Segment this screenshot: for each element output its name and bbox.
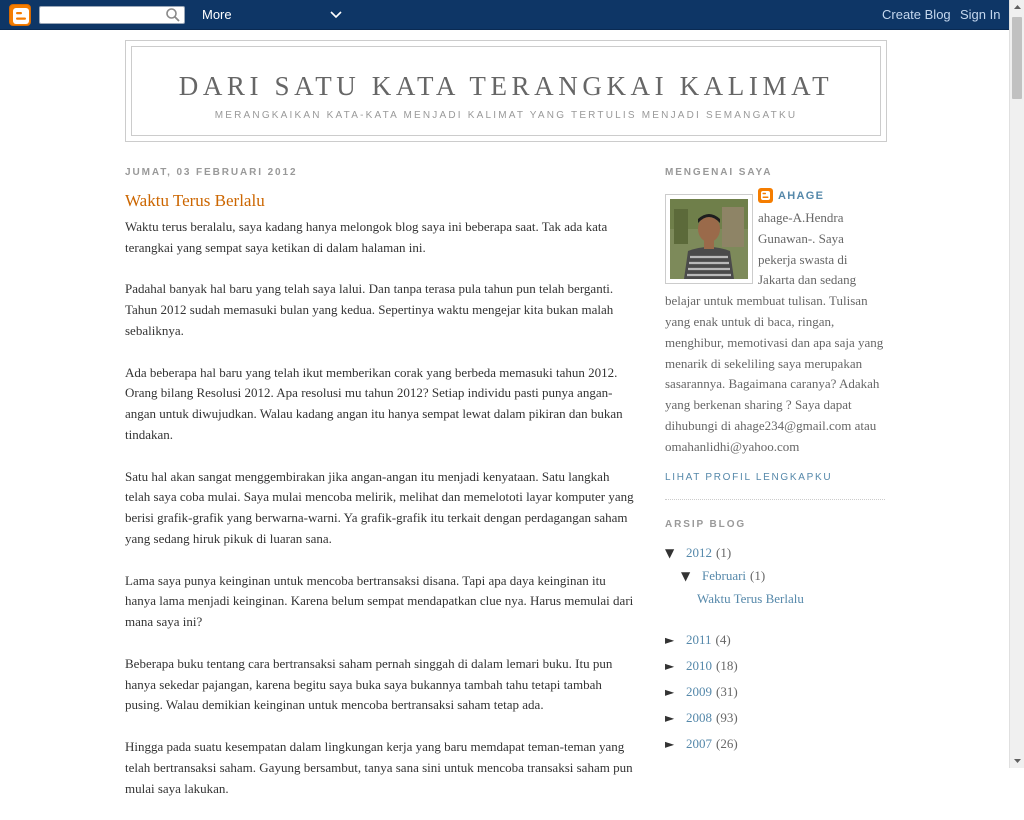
blog-description: MERANGKAIKAN KATA-KATA MENJADI KALIMAT YANG TERTULIS MENJADI SEMANGATKU [214,110,798,121]
archive-year-link[interactable]: 2011 [686,631,712,647]
expand-toggle-icon[interactable]: ► [665,632,675,647]
archive-year-2007 [665,731,885,757]
expand-toggle-icon[interactable]: ► [665,710,675,725]
post-paragraph: Waktu terus beralalu, saya kadang hanya melongok blog saya ini beberapa saat. Tak ada kata terangkai yang sempat saya ketikan di dalam halaman ini. [125,219,608,255]
post-paragraph: Beberapa buku tentang cara bertransaksi saham pernah singgah di dalam lemari buku. Itu pun hanya sekedar pajangan, karena begitu saya buka saya bukannya tambah tahu tetapi tambah pusing. Walau demikian keinginan untuk mencoba bertransaksi saham tetap ada. [125,655,613,713]
profile-name[interactable]: AHAGE [778,189,825,202]
archive-count: (1) [750,568,766,584]
archive-month-februari [665,565,885,588]
profile-name-link[interactable] [758,188,885,203]
archive-year-link[interactable]: 2009 [686,683,712,699]
archive-count: (26) [716,735,738,751]
profile-photo[interactable] [665,194,753,284]
archive-year-2011 [665,627,885,653]
archive-count: (18) [716,657,738,673]
post-paragraph: Padahal banyak hal baru yang telah saya lalui. Dan tanpa terasa pula tahun pun telah berganti. Tahun 2012 sudah memasuki bulan yang kedua. Sepertinya waktu mengejar kita bukan malah sebaliknya. [125,281,614,338]
archive-month-link[interactable]: Februari [702,568,747,584]
archive-year-2010 [665,653,885,679]
sidebar-divider [665,499,885,500]
archive-count: (31) [716,683,738,699]
archive-year-2008 [665,705,885,731]
archive-count: (1) [716,545,732,561]
blogger-logo-icon[interactable] [9,4,31,26]
blog-archive [665,542,885,757]
sidebar [665,166,885,757]
sign-in-link[interactable]: Sign In [960,7,1001,22]
archive-post-link[interactable]: Waktu Terus Berlalu [697,591,804,607]
more-menu[interactable]: More [202,7,232,22]
archive-year-2009 [665,679,885,705]
create-blog-link[interactable]: Create Blog [882,7,951,22]
collapse-toggle-icon[interactable]: ▼ [681,569,691,584]
post-date: JUMAT, 03 FEBRUARI 2012 [125,167,298,178]
scroll-down-icon[interactable] [1010,753,1024,768]
blogger-navbar [0,0,1009,30]
archive-year-link[interactable]: 2008 [686,709,712,725]
scroll-up-icon[interactable] [1010,0,1024,15]
archive-count: (4) [715,631,731,647]
chevron-down-icon[interactable] [329,8,343,22]
profile-widget [665,188,885,483]
profile-bio: ahage-A.Hendra Gunawan-. Saya pekerja swasta di Jakarta dan sedang belajar untuk membuat tulisan. Tulisan yang enak untuk di baca, ringan, menghibur, memotivasi dan apa saja yang menarik di sekeliling saya merupakan sasarannya. Bagaimana caranya? Adakah yang berkenan sharing ? Saya dapat dihubungi di ahage234@gmail.com atau omahanlidhi@yahoo.com [665,210,884,454]
page-scrollbar[interactable] [1009,0,1024,768]
expand-toggle-icon[interactable]: ► [665,658,675,673]
about-heading: MENGENAI SAYA [665,167,773,178]
main-column [125,166,637,820]
search-icon[interactable] [165,7,181,23]
post-body [125,217,637,799]
search-input[interactable] [39,6,185,24]
archive-year-link[interactable]: 2010 [686,657,712,673]
scrollbar-thumb[interactable] [1012,17,1022,99]
blog-title[interactable]: DARI SATU KATA TERANGKAI KALIMAT [178,71,834,101]
expand-toggle-icon[interactable]: ► [665,684,675,699]
archive-year-link[interactable]: 2007 [686,735,712,751]
archive-year-link[interactable]: 2012 [686,545,712,561]
post-paragraph: Lama saya punya keinginan untuk mencoba bertransaksi disana. Tapi apa daya keinginan itu hanya lama menjadi keinginan. Karena belum sempat mendapatkan clue nya. Harus memulai dari mana saya ini? [125,572,634,630]
view-full-profile-link[interactable]: LIHAT PROFIL LENGKAPKU [665,471,833,483]
blog-header [125,40,887,142]
archive-post [665,588,885,611]
post-paragraph: Ada beberapa hal baru yang telah ikut memberikan corak yang berbeda memasuki tahun 2012. Orang bilang Resolusi 2012. Apa resolusi mu tahun 2012? Setiap individu pasti punya angan-angan untuk diwujudkan. Walau kadang angan itu hanya sempat lewat dalam pikiran dan bukan tindakan. [125,364,623,442]
post-title[interactable]: Waktu Terus Berlalu [125,191,265,210]
expand-toggle-icon[interactable]: ► [665,736,675,751]
post-paragraph: Hingga pada suatu kesempatan dalam lingkungan kerja yang baru memdapat teman-teman yang telah bertransaksi saham. Gayung bersambut, tanya sana sini untuk mencoba transaksi saham pun mulai saya lakukan. [125,738,633,796]
archive-spacer [665,611,885,627]
post-paragraph: Satu hal akan sangat menggembirakan jika angan-angan itu menjadi kenyataan. Satu langkah telah saya coba mulai. Saya mulai mencoba melirik, melihat dan memelototi layar komputer yang berisi grafik-grafik yang berwarna-warni. Ya grafik-grafik itu terkait dengan perdagangan saham yang sedang hiruk pikuk di luaran sana. [125,468,634,546]
blog-header-inner [131,46,881,136]
archive-count: (93) [716,709,738,725]
blogger-profile-icon [758,188,773,203]
archive-year-2012 [665,542,885,565]
archive-heading: ARSIP BLOG [665,518,747,530]
collapse-toggle-icon[interactable]: ▼ [665,546,675,561]
